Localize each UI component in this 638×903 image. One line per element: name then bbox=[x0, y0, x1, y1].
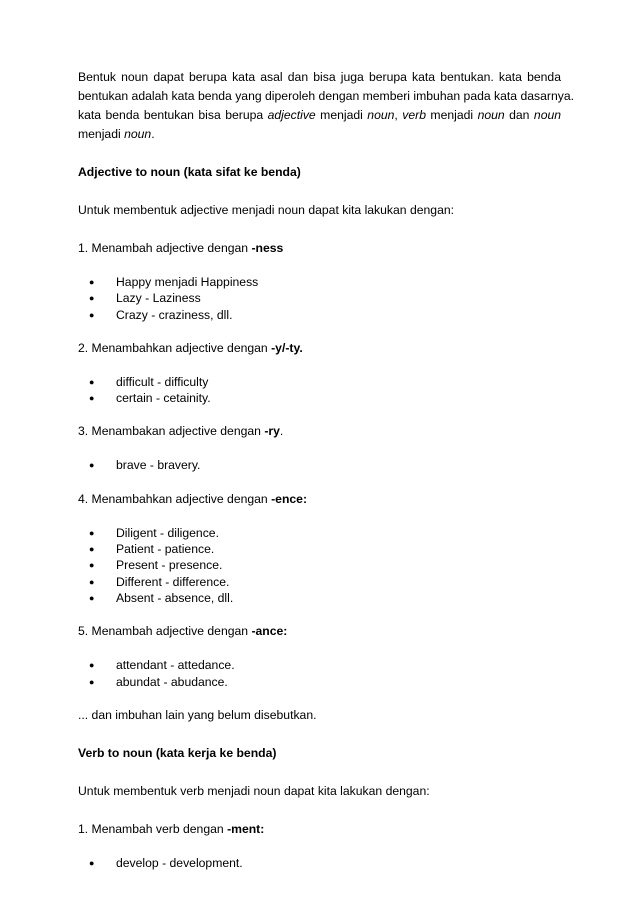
rule-title-text: 1. Menambah adjective dengan bbox=[78, 241, 252, 255]
bullet-icon: ● bbox=[89, 460, 95, 471]
section-heading: Adjective to noun (kata sifat ke benda) bbox=[78, 165, 301, 179]
rule-suffix: -ance: bbox=[251, 624, 288, 639]
list-item-text: certain - cetainity. bbox=[116, 391, 211, 406]
bullet-icon: ● bbox=[89, 277, 95, 287]
example-list bbox=[78, 525, 561, 606]
list-item-text: Happy menjadi Happiness bbox=[116, 275, 259, 289]
rule-title bbox=[78, 239, 561, 258]
rule-title-text: 5. Menambah adjective dengan bbox=[78, 624, 252, 639]
list-item-text: Different - difference. bbox=[116, 574, 230, 589]
document-body bbox=[78, 68, 574, 887]
list-item bbox=[78, 657, 561, 673]
bullet-icon: ● bbox=[89, 293, 95, 304]
intro-text: , bbox=[394, 108, 403, 122]
example-list bbox=[78, 457, 561, 473]
rule-suffix: -ment: bbox=[227, 821, 265, 836]
rule-title bbox=[78, 490, 561, 509]
list-item-text: Diligent - diligence. bbox=[116, 525, 219, 540]
rule-suffix: -y/-ty. bbox=[271, 340, 303, 355]
rule-title-end: . bbox=[279, 424, 284, 439]
intro-line: bentukan adalah kata benda yang diperoleh dengan memberi imbuhan pada kata dasarnya. bbox=[78, 89, 574, 103]
list-item-text: difficult - difficulty bbox=[116, 374, 209, 389]
intro-line bbox=[78, 106, 561, 125]
list-item-text: Absent - absence, dll. bbox=[116, 590, 234, 605]
rule-title bbox=[78, 820, 561, 839]
rule-title bbox=[78, 339, 561, 358]
list-item-text: Crazy - craziness, dll. bbox=[116, 307, 233, 322]
list-item bbox=[78, 590, 561, 606]
bullet-icon: ● bbox=[89, 592, 95, 603]
intro-paragraph bbox=[78, 68, 574, 144]
rule-suffix: -ence: bbox=[271, 491, 308, 506]
rule-title-text: 1. Menambah verb dengan bbox=[78, 821, 228, 836]
example-list bbox=[78, 274, 561, 323]
intro-text: kata benda bentukan bisa berupa bbox=[78, 108, 268, 122]
rule-suffix: -ness bbox=[251, 241, 284, 255]
section-lead: Untuk membentuk adjective menjadi noun dapat kita lakukan dengan: bbox=[78, 203, 455, 217]
list-item bbox=[78, 374, 561, 390]
intro-line bbox=[78, 125, 561, 144]
list-item bbox=[78, 674, 561, 690]
section-lead: Untuk membentuk verb menjadi noun dapat kita lakukan dengan: bbox=[78, 783, 430, 798]
bullet-icon: ● bbox=[89, 576, 95, 587]
list-item-text: brave - bravery. bbox=[116, 458, 201, 473]
intro-italic-term: verb bbox=[402, 108, 426, 122]
example-list bbox=[78, 374, 561, 407]
rule-suffix: -ry bbox=[264, 424, 280, 439]
list-item bbox=[78, 274, 561, 290]
intro-italic-term: noun bbox=[367, 108, 395, 122]
example-list bbox=[78, 657, 561, 690]
intro-text: dan bbox=[504, 108, 534, 122]
intro-text: menjadi bbox=[78, 127, 125, 141]
rule-title-text: 3. Menambakan adjective dengan bbox=[78, 424, 265, 439]
verb-rule-groups bbox=[78, 820, 561, 887]
intro-text: menjadi bbox=[315, 108, 368, 122]
adjective-rule-groups bbox=[78, 239, 561, 706]
bullet-icon: ● bbox=[89, 527, 95, 538]
list-item bbox=[78, 457, 561, 473]
bullet-icon: ● bbox=[89, 660, 95, 671]
intro-text: menjadi bbox=[425, 108, 478, 122]
list-item bbox=[78, 541, 561, 557]
list-item-text: abundat - abudance. bbox=[116, 674, 228, 689]
intro-italic-term: noun bbox=[477, 108, 505, 122]
bullet-icon: ● bbox=[89, 393, 95, 404]
list-item bbox=[78, 290, 561, 306]
list-item bbox=[78, 855, 561, 871]
list-item bbox=[78, 307, 561, 323]
intro-italic-term: noun bbox=[124, 127, 152, 141]
list-item bbox=[78, 525, 561, 541]
bullet-icon: ● bbox=[89, 857, 95, 868]
intro-italic-term: adjective bbox=[267, 108, 316, 122]
example-list bbox=[78, 855, 561, 871]
list-item bbox=[78, 557, 561, 573]
list-item-text: develop - development. bbox=[116, 855, 243, 870]
list-item-text: attendant - attedance. bbox=[116, 658, 235, 673]
bullet-icon: ● bbox=[89, 560, 95, 571]
bullet-icon: ● bbox=[89, 676, 95, 687]
list-item bbox=[78, 574, 561, 590]
list-item-text: Patient - patience. bbox=[116, 542, 215, 557]
rule-title-text: 2. Menambahkan adjective dengan bbox=[78, 340, 272, 355]
list-item-text: Present - presence. bbox=[116, 558, 223, 573]
closing-note: ... dan imbuhan lain yang belum disebutkan. bbox=[78, 707, 317, 722]
bullet-icon: ● bbox=[89, 544, 95, 555]
rule-title-text: 4. Menambahkan adjective dengan bbox=[78, 491, 272, 506]
section-heading: Verb to noun (kata kerja ke benda) bbox=[78, 745, 277, 760]
intro-text: . bbox=[151, 127, 155, 141]
rule-title bbox=[78, 422, 561, 441]
intro-line: Bentuk noun dapat berupa kata asal dan bisa juga berupa kata bentukan. kata benda bbox=[78, 70, 561, 84]
list-item-text: Lazy - Laziness bbox=[116, 291, 201, 306]
bullet-icon: ● bbox=[89, 309, 95, 320]
list-item bbox=[78, 390, 561, 406]
intro-italic-term: noun bbox=[533, 108, 562, 122]
bullet-icon: ● bbox=[89, 376, 95, 387]
rule-title bbox=[78, 622, 561, 641]
